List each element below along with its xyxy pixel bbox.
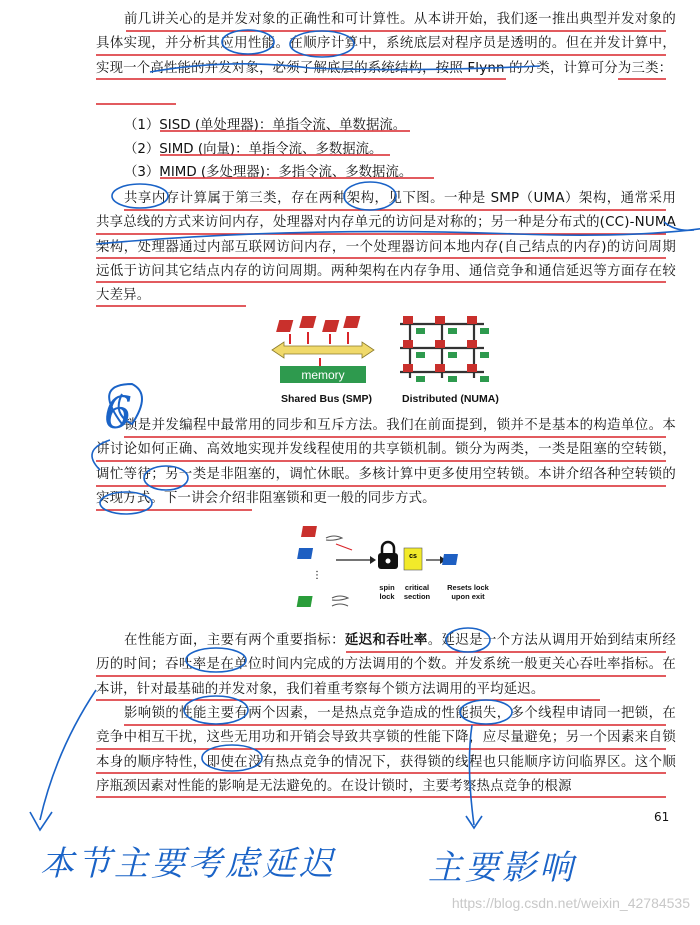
architecture-figure (270, 310, 500, 385)
handwritten-note-right: 主要影响 (428, 848, 576, 888)
list-item-sisd: （1）SISD (单处理器)：单指令流、单数据流。 (124, 118, 407, 133)
list-item-mimd: （3）MIMD (多处理器)：多指令流、多数据流。 (124, 165, 413, 180)
paragraph-intro: 前几讲关心的是并发对象的正确性和可计算性。从本讲开始，我们逐一推出典型并发对象的具体实现，并分析其应用性能。在顺序计算中，系统底层对程序员是透明的。但在并发计算中，实现一个高性能的并发对象，必须了解底层的系统结构，按照 Flynn 的分类，计算可分为三类： (96, 12, 676, 76)
shared-bus-arrow (272, 342, 374, 358)
paragraph-lock-performance: 影响锁的性能主要有两个因素，一是热点竞争造成的性能损失，多个线程申请同一把锁，在竞争中相互干扰，这些无用功和开销会导致共享锁的性能下降，应尽量避免；另一个因素来自锁本身的顺序特性，即使在没有热点竞争的情况下，获得锁的线程也只能顺序访问临界区。这个顺序瓶颈因素对性能的影响是无法避免的。在设计锁时，主要考察热点竞争的根源 (96, 706, 676, 794)
list-item-simd: （2）SIMD (向量)：单指令流、多数据流。 (124, 142, 383, 157)
paragraph-locks: 锁是并发编程中最常用的同步和互斥方法。我们在前面提到，锁并不是基本的构造单位。本讲讨论如何正确、高效地实现并发线程使用的共享锁机制。锁分为两类，一类是阻塞的空转锁，调忙等待；另一类是非阻塞的，调忙休眠。多核计算中更多使用空转锁。本讲介绍各种空转锁的实现方式。下一讲会介绍非阻塞锁和更一般的同步方式。 (96, 418, 676, 506)
svg-text:cs: cs (409, 553, 417, 560)
handwritten-note-left: 本节主要考虑延迟 (40, 844, 336, 884)
lock-icon (378, 542, 398, 569)
caption-numa: Distributed (NUMA) (402, 393, 499, 405)
handwritten-six: 6 (104, 388, 135, 439)
perf-text-post: 。延迟是一个方法从调用开始到结束所经历的时间；吞吐率是在单位时间内完成的方法调用的个数。并发系统一般更关心吞吐率指标。在本讲，针对最基础的并发对象，我们着重考察每个锁方法调用的平均延迟。 (96, 633, 677, 697)
caption-smp: Shared Bus (SMP) (281, 393, 373, 405)
numa-grid (400, 316, 489, 382)
paragraph-architectures: 共享内存计算属于第三类，存在两种架构，见下图。一种是 SMP（UMA）架构，通常采用共享总线的方式来访问内存，处理器对内存单元的访问是对称的；另一种是分布式的(CC)-NUMA 架构，处理器通过内部互联网访问内存，一个处理器访问本地内存(自己结点的内存)的访问周期远低于访问其它结点内存的访问周期。两种架构在内存争用、通信竞争和通信延迟等方面存在较大差异。 (96, 191, 676, 304)
perf-metrics-bold: 延迟和吞吐率 (344, 633, 428, 648)
watermark: https://blog.csdn.net/weixin_42784535 (451, 895, 690, 911)
svg-text:memory: memory (301, 368, 345, 382)
spin-lock-figure (292, 520, 492, 620)
page-number: 61 (654, 810, 670, 824)
svg-text:⋮: ⋮ (312, 570, 322, 581)
label-critical-section: critical section (403, 583, 431, 601)
label-spin-lock: spin lock (379, 583, 395, 601)
smp-processors (276, 316, 360, 332)
perf-text-pre: 在性能方面，主要有两个重要指标： (124, 633, 345, 648)
label-resets-lock: Resets lock upon exit (447, 583, 489, 601)
paragraph-performance (96, 629, 676, 702)
